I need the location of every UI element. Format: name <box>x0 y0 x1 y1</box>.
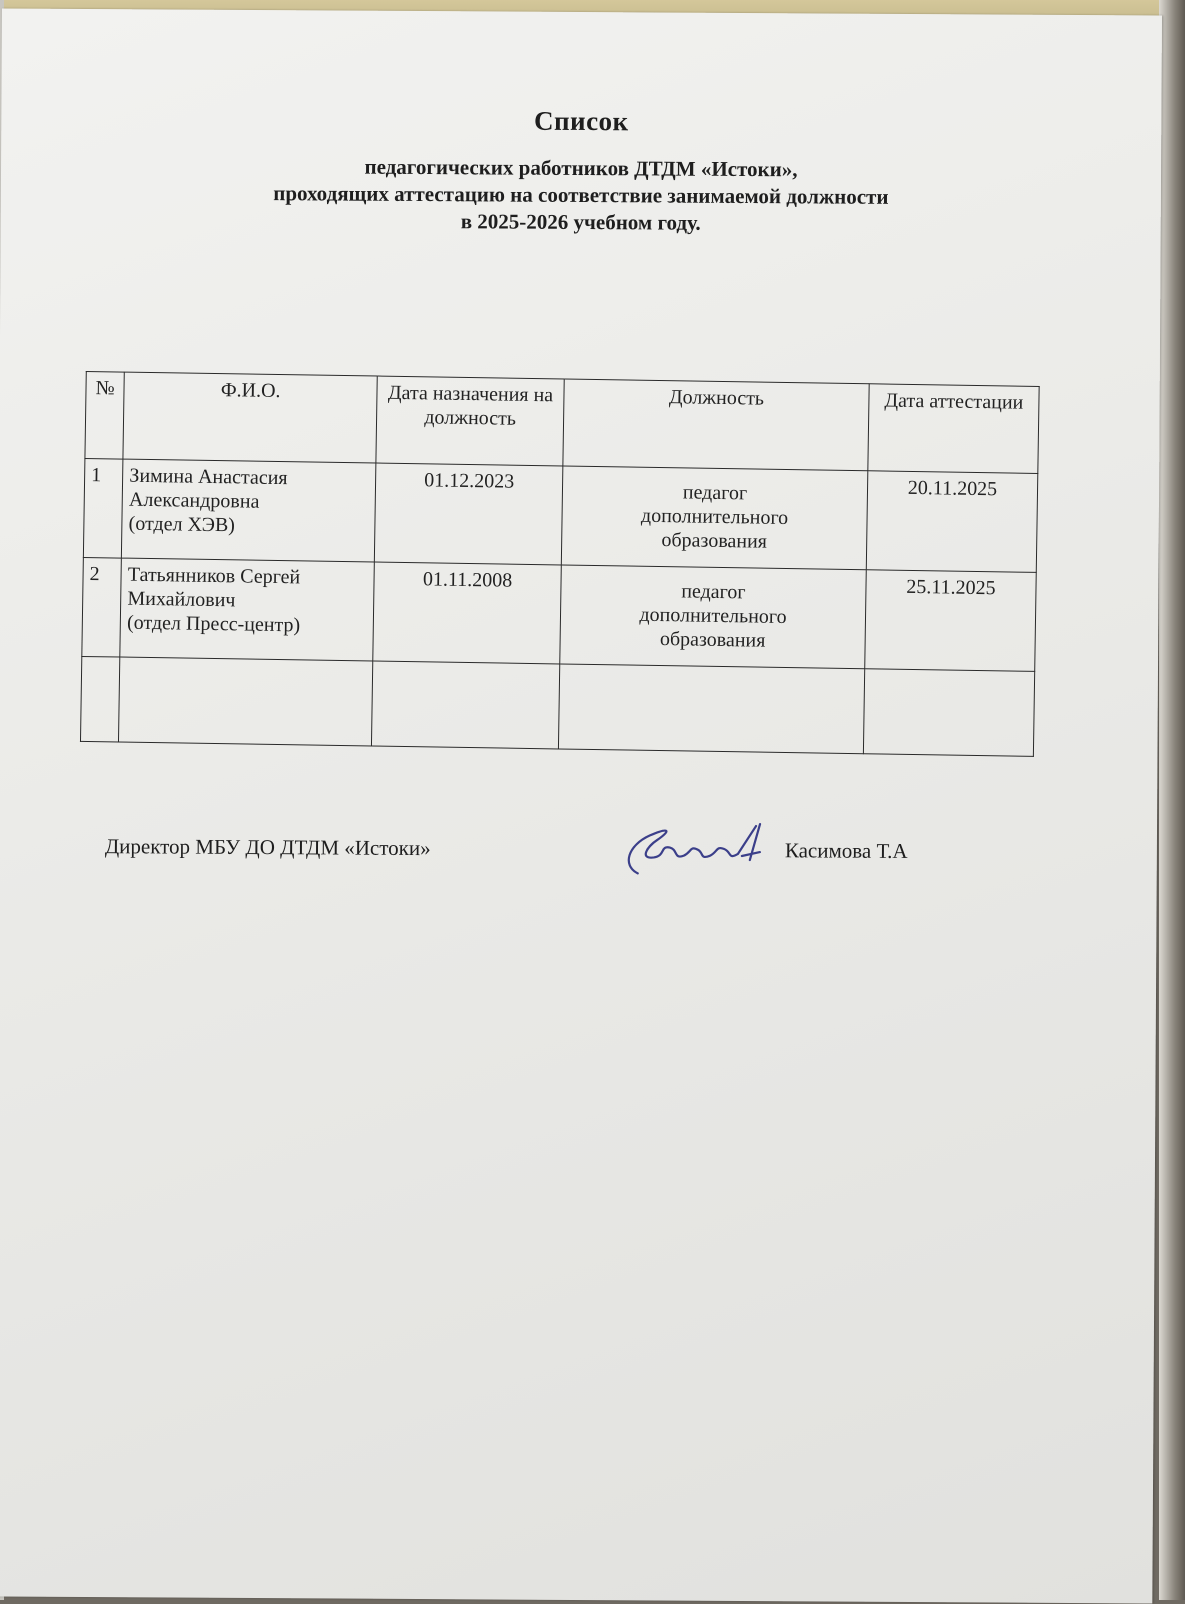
row-attestation-date: 20.11.2025 <box>866 471 1038 573</box>
empty-cell <box>119 657 373 746</box>
director-label: Директор МБУ ДО ДТДМ «Истоки» <box>104 834 431 861</box>
document-header <box>1 104 1162 239</box>
department-line: (отдел ХЭВ) <box>128 512 236 537</box>
document-subtitle-line-3: в 2025-2026 учебном году. <box>460 209 701 235</box>
row-num: 2 <box>82 557 122 657</box>
roster-table <box>80 371 1040 757</box>
name-line: Александровна <box>128 488 260 513</box>
row-attestation-date: 25.11.2025 <box>865 570 1037 672</box>
table-row-empty <box>80 656 1034 756</box>
header-position: Должность <box>563 379 869 471</box>
handwritten-signature-icon <box>610 815 770 886</box>
empty-cell <box>558 664 864 754</box>
header-attestation-date: Дата аттестации <box>868 384 1039 474</box>
position-line: педагог <box>682 481 748 505</box>
position-line: дополнительного <box>640 504 789 530</box>
roster-table-container <box>80 371 1040 757</box>
row-appointed-date: 01.12.2023 <box>374 463 563 565</box>
table-row <box>82 557 1036 671</box>
table-row <box>83 458 1037 572</box>
row-num: 1 <box>83 458 123 558</box>
director-name: Касимова Т.А <box>784 838 908 864</box>
empty-cell <box>372 661 560 749</box>
signature-block <box>105 834 1005 909</box>
department-line: (отдел Пресс-центр) <box>126 611 301 637</box>
header-num: № <box>85 371 125 459</box>
row-appointed-date: 01.11.2008 <box>373 562 562 664</box>
name-line: Татьянников Сергей <box>127 563 301 589</box>
document-subtitle-line-2: проходящих аттестацию на соответствие занимаемой должности <box>273 181 889 209</box>
document-subtitle-line-1: педагогических работников ДТДМ «Истоки», <box>364 154 798 182</box>
row-position <box>561 466 867 570</box>
document-sheet <box>0 8 1162 1603</box>
photo-background-right <box>1159 0 1185 1600</box>
position-line: образования <box>661 529 768 553</box>
name-line: Зимина Анастасия <box>129 464 288 490</box>
table-header-row <box>85 371 1039 473</box>
row-name <box>120 558 374 661</box>
header-appointed-date: Дата назначения на должность <box>376 376 564 466</box>
row-position <box>560 565 866 669</box>
empty-cell <box>80 656 120 742</box>
header-name: Ф.И.О. <box>123 372 377 463</box>
position-line: педагог <box>681 580 746 604</box>
position-line: образования <box>659 628 766 652</box>
empty-cell <box>863 669 1034 757</box>
document-title: Список <box>533 105 629 137</box>
row-name <box>122 459 376 562</box>
name-line: Михайлович <box>127 587 236 612</box>
position-line: дополнительного <box>639 603 787 629</box>
